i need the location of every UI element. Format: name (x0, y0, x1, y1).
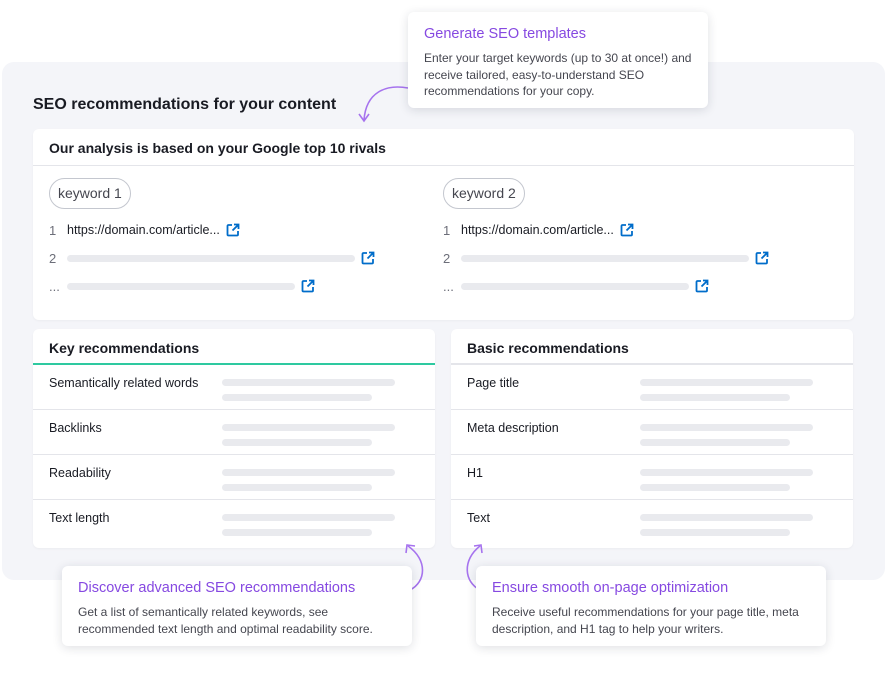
rival-rank: ... (443, 278, 454, 294)
recommendation-row (33, 365, 435, 410)
keyword-chip[interactable]: keyword 2 (443, 178, 525, 209)
callout-title: Generate SEO templates (424, 26, 586, 42)
callout-advanced-recommendations (62, 566, 412, 646)
rival-row (443, 221, 634, 239)
placeholder-bar (640, 484, 790, 491)
rival-rank: 1 (443, 222, 451, 238)
keyword-column-1 (49, 178, 409, 308)
recommendation-row (33, 455, 435, 500)
placeholder-bar (461, 255, 749, 262)
divider (33, 165, 854, 166)
section-title: SEO recommendations for your content (33, 96, 337, 113)
rival-row (49, 249, 375, 267)
recommendation-label: Text (467, 511, 490, 525)
placeholder-bar (222, 379, 395, 386)
recommendation-label: Readability (49, 466, 111, 480)
placeholder-bar (640, 529, 790, 536)
callout-title: Ensure smooth on-page optimization (492, 580, 729, 596)
rival-row (49, 221, 240, 239)
rival-rank: 2 (443, 250, 451, 266)
placeholder-bar (222, 439, 372, 446)
rival-url[interactable]: https://domain.com/article... (461, 223, 614, 237)
callout-text: Get a list of semantically related keywords, see recommended text length and optimal readability score. (78, 605, 373, 636)
external-link-icon[interactable] (301, 279, 315, 293)
callout-generate-templates (408, 12, 708, 108)
keyword-column-2 (443, 178, 803, 308)
placeholder-bar (640, 439, 790, 446)
recommendation-row (451, 410, 853, 455)
curved-arrow-icon (356, 84, 412, 128)
recommendation-label: H1 (467, 466, 483, 480)
recommendation-row (451, 365, 853, 410)
recommendation-label: Meta description (467, 421, 559, 435)
external-link-icon[interactable] (755, 251, 769, 265)
placeholder-bar (222, 424, 395, 431)
recommendation-row (33, 410, 435, 455)
rival-rank: ... (49, 278, 60, 294)
placeholder-bar (67, 255, 355, 262)
external-link-icon[interactable] (226, 223, 240, 237)
placeholder-bar (640, 424, 813, 431)
recommendation-label: Text length (49, 511, 110, 525)
recommendation-label: Page title (467, 376, 520, 390)
rivals-header: Our analysis is based on your Google top 10 rivals (49, 140, 386, 156)
placeholder-bar (640, 394, 790, 401)
key-recommendations-title[interactable]: Key recommendations (49, 340, 200, 356)
key-recommendations-card (33, 329, 435, 548)
callout-text: Enter your target keywords (up to 30 at once!) and receive tailored, easy-to-understand SEO recommendations for your copy. (424, 51, 692, 98)
callout-title: Discover advanced SEO recommendations (78, 580, 356, 596)
placeholder-bar (222, 514, 395, 521)
rival-row (443, 249, 769, 267)
rivals-card (33, 129, 854, 320)
rival-url[interactable]: https://domain.com/article... (67, 223, 220, 237)
placeholder-bar (461, 283, 689, 290)
placeholder-bar (640, 469, 813, 476)
external-link-icon[interactable] (695, 279, 709, 293)
recommendation-label: Backlinks (49, 421, 102, 435)
recommendation-list (33, 365, 435, 548)
recommendation-list (451, 365, 853, 548)
keyword-chip[interactable]: keyword 1 (49, 178, 131, 209)
recommendation-row (451, 500, 853, 545)
placeholder-bar (222, 529, 372, 536)
placeholder-bar (640, 514, 813, 521)
placeholder-bar (222, 469, 395, 476)
placeholder-bar (67, 283, 295, 290)
rival-row (443, 277, 709, 295)
recommendation-row (33, 500, 435, 545)
basic-recommendations-title[interactable]: Basic recommendations (467, 340, 629, 356)
placeholder-bar (222, 484, 372, 491)
basic-recommendations-card (451, 329, 853, 548)
callout-on-page-optimization (476, 566, 826, 646)
rival-rank: 2 (49, 250, 57, 266)
external-link-icon[interactable] (361, 251, 375, 265)
recommendation-row (451, 455, 853, 500)
placeholder-bar (640, 379, 813, 386)
rival-rank: 1 (49, 222, 57, 238)
recommendation-label: Semantically related words (49, 376, 199, 390)
external-link-icon[interactable] (620, 223, 634, 237)
callout-text: Receive useful recommendations for your page title, meta description, and H1 tag to help your writers. (492, 605, 799, 636)
rival-row (49, 277, 315, 295)
placeholder-bar (222, 394, 372, 401)
